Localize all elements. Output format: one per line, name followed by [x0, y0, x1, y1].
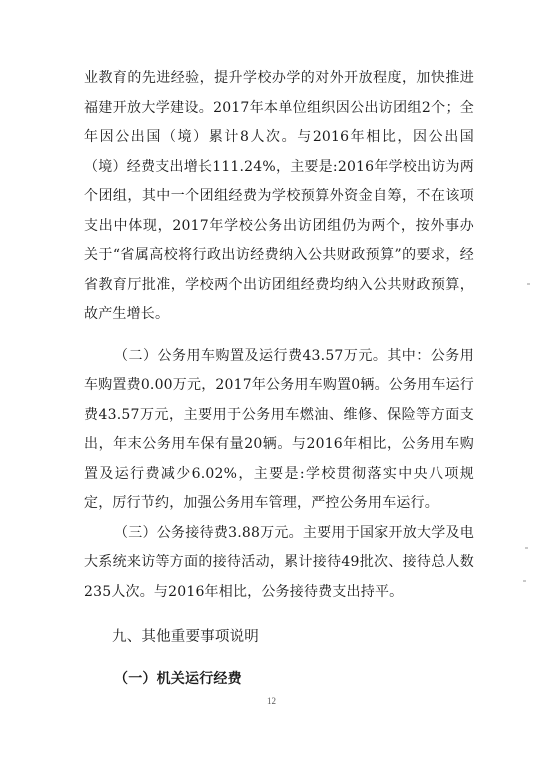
- paragraph-reception-costs: （三）公务接待费3.88万元。主要用于国家开放大学及电大系统来访等方面的接待活动，累计接待49批次、接待总人数235人次。与2016年相比，公务接待费支出持平。: [84, 524, 474, 600]
- page-number: 12: [267, 696, 276, 706]
- paragraph-vehicle-costs: （二）公务用车购置及运行费43.57万元。其中：公务用车购置费0.00万元，2017年公务用车购置0辆。公务用车运行费43.57万元，主要用于公务用车燃油、维修、保险等方面支出，年末公务用车保有量20辆。与2016年相比，公务用车购置及运行费减少6.02%，主要是:学校贯彻落实中央八项规定，厉行节约，加强公务用车管理，严控公务用车运行。: [84, 347, 474, 511]
- paragraph-overseas-travel: 业教育的先进经验，提升学校办学的对外开放程度，加快推进福建开放大学建设。2017年本单位组织因公出访团组2个；全年因公出国（境）累计8人次。与2016年相比，因公出国（境）经费支出增长111.24%，主要是:2016年学校出访为两个团组，其中一个团组经费为学校预算外资金自筹，不在该项支出中体现，2017年学校公务出访团组仍为两个，按外事办关于“省属高校将行政出访经费纳入公共财政预算”的要求，经省教育厅批准，学校两个出访团组经费均纳入公共财政预算，故产生增长。: [84, 70, 474, 322]
- body-text: [84, 64, 474, 694]
- section-heading: 九、其他重要事项说明: [112, 629, 259, 645]
- margin-mark: [523, 580, 526, 582]
- subsection-heading: （一）机关运行经费: [114, 670, 242, 687]
- margin-mark: [527, 283, 530, 285]
- margin-mark: [525, 547, 528, 549]
